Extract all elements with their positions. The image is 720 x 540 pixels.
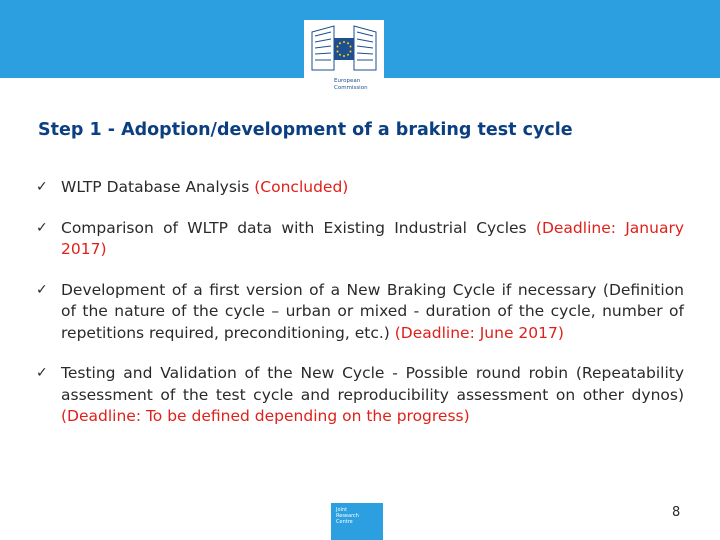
bullet-text: Testing and Validation of the New Cycle - Possible round robin (Repeatability assessment of the test cycle and reproducibility assessment on other dynos)	[61, 364, 684, 404]
bullet-status-note: (Deadline: To be defined depending on the progress)	[61, 407, 470, 425]
bullet-text: Comparison of WLTP data with Existing Industrial Cycles	[61, 218, 536, 237]
bullet-item	[36, 280, 684, 345]
bullet-list	[36, 177, 684, 428]
checkmark-icon: ✓	[36, 281, 48, 298]
bullet-status-note: (Deadline: June 2017)	[394, 323, 564, 342]
jrc-text-line1: Joint	[336, 507, 348, 513]
logo-text-line2: Commission	[334, 85, 368, 91]
page-number: 8	[672, 505, 681, 520]
bullet-status-note: (Concluded)	[254, 178, 349, 196]
bullet-text: WLTP Database Analysis	[61, 178, 255, 196]
bullet-item	[36, 363, 684, 428]
logo-text-line1: European	[334, 78, 361, 84]
checkmark-icon: ✓	[36, 179, 48, 195]
checkmark-icon: ✓	[36, 365, 48, 381]
european-commission-logo	[304, 20, 384, 100]
jrc-text-line3: Centre	[336, 519, 353, 525]
bullet-status-note: (Deadline: January 2017)	[61, 218, 684, 258]
jrc-logo	[331, 503, 383, 540]
slide-title: Step 1 - Adoption/development of a braking test cycle	[38, 120, 573, 140]
bullet-item	[36, 218, 684, 261]
jrc-text-line2: Research	[336, 513, 359, 519]
commission-building-icon	[304, 20, 384, 78]
logo-text	[334, 78, 368, 92]
bullet-text: Development of a first version of a New Braking Cycle if necessary (Definition of the nature of the cycle – urban or mixed - duration of the cycle, number of repetitions required, preconditioning, etc.)	[61, 280, 684, 342]
jrc-logo-text	[336, 507, 359, 525]
checkmark-icon: ✓	[36, 219, 48, 236]
bullet-item	[36, 177, 684, 199]
